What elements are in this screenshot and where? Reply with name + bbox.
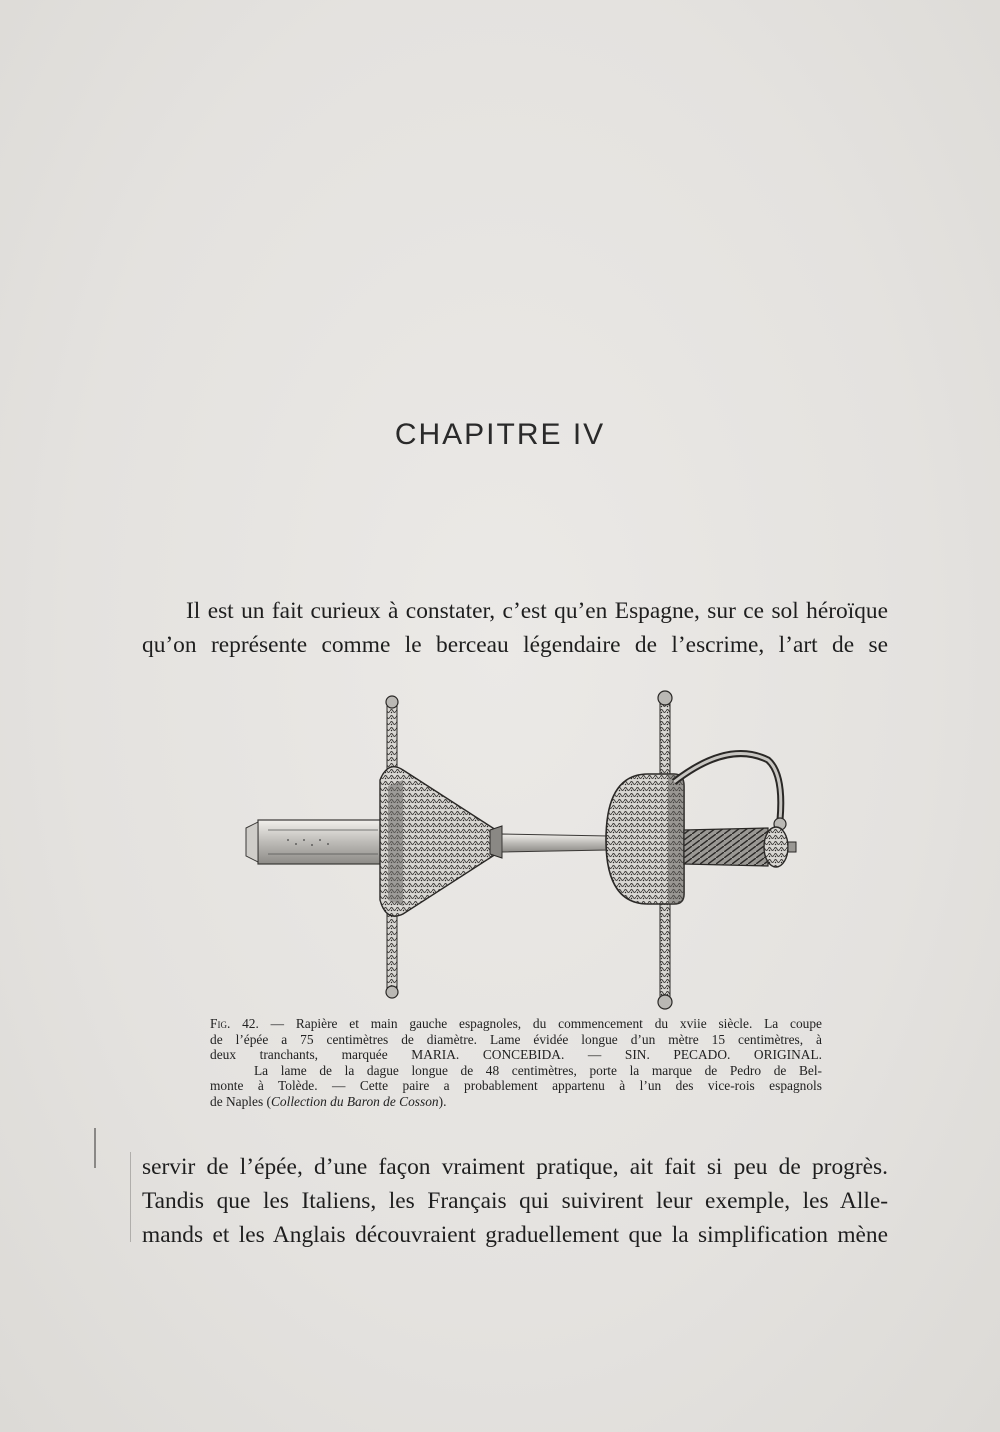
caption-line-5: monte à Tolède. — Cette paire a probablement appartenu à l’un des vice-rois espagnols	[210, 1078, 822, 1094]
paragraph-2-line-1: servir de l’épée, d’une façon vraiment pratique, ait fait si peu de progrès.	[142, 1154, 888, 1180]
caption-line-6: de Naples (Collection du Baron de Cosson).	[210, 1093, 447, 1109]
caption-figure-label: Fig. 42.	[210, 1016, 259, 1031]
paragraph-1-line-2: qu’on représente comme le berceau légendaire de l’escrime, l’art de se	[142, 632, 888, 658]
dagger-main-gauche	[246, 696, 502, 998]
caption-line-4: La lame de la dague longue de 48 centimètres, porte la marque de Pedro de Bel-	[254, 1062, 822, 1078]
caption-line-1: Fig. 42. — Rapière et main gauche espagnoles, du commencement du xviie siècle. La coupe	[210, 1016, 822, 1031]
paragraph-2-line-2: Tandis que les Italiens, les Français qui suivirent leur exemple, les Alle-	[142, 1188, 888, 1214]
caption-line-3: deux tranchants, marquée MARIA. CONCEBIDA. — SIN. PECADO. ORIGINAL.	[210, 1047, 822, 1063]
chapter-title: CHAPITRE IV	[394, 418, 606, 451]
margin-mark	[94, 1128, 96, 1168]
paragraph-1	[142, 594, 888, 662]
paragraph-2	[142, 1150, 888, 1252]
paragraph-1-line-1: Il est un fait curieux à constater, c’est qu’en Espagne, sur ce sol héroïque	[186, 598, 888, 624]
rapier	[502, 691, 796, 1009]
paragraph-2-line-3: mands et les Anglais découvraient graduellement que la simplification mène	[142, 1222, 888, 1248]
rapier-and-dagger-illustration	[228, 690, 808, 1020]
figure-caption	[210, 1016, 822, 1110]
caption-line-2: de l’épée a 75 centimètres de diamètre. Lame évidée longue d’un mètre 15 centimètres, à	[210, 1031, 822, 1047]
caption-collection: Collection du Baron de Cosson	[270, 1093, 439, 1109]
margin-mark-faint	[130, 1152, 131, 1242]
